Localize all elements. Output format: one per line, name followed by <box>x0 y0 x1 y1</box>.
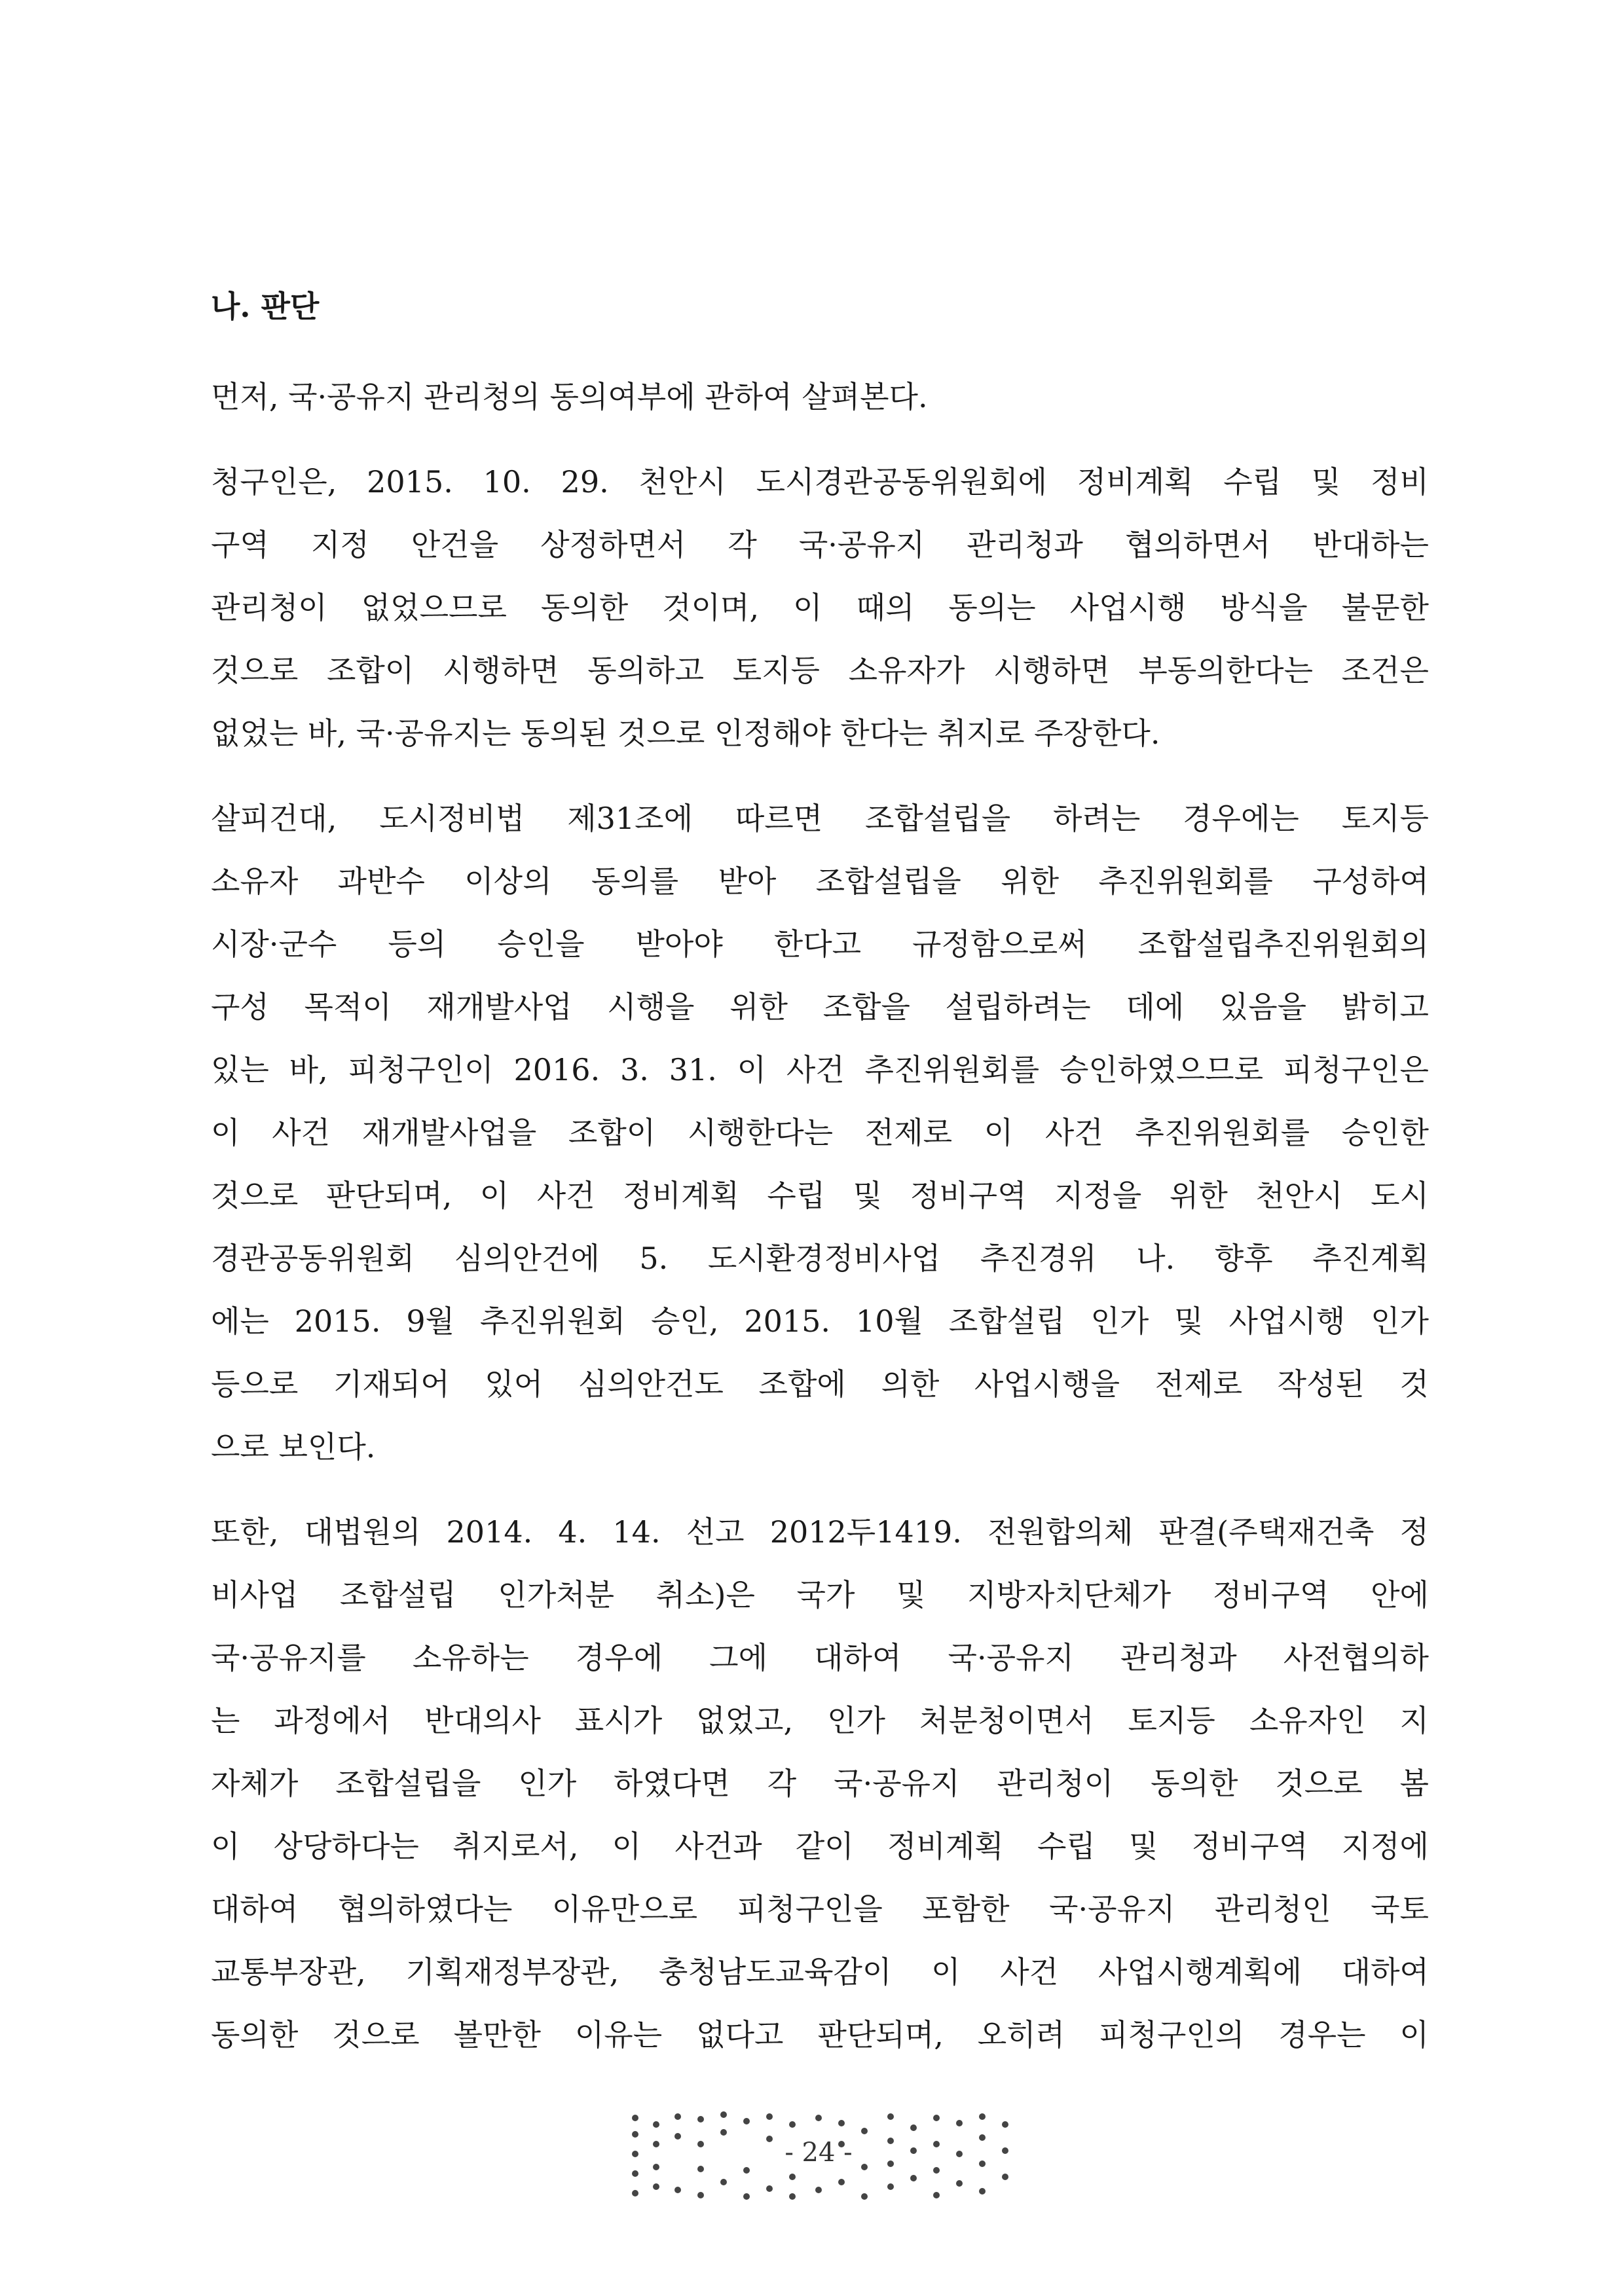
document-body <box>211 275 1429 2088</box>
text-line: 시장·군수 등의 승인을 받아야 한다고 규정함으로써 조합설립추진위원회의 <box>211 926 1429 962</box>
text-line: 이 사건 재개발사업을 조합이 시행한다는 전제로 이 사건 추진위원회를 승인한 <box>211 1115 1429 1150</box>
text-line: 또한, 대법원의 2014. 4. 14. 선고 2012두1419. 전원합의체 판결(주택재건축 정 <box>211 1514 1429 1550</box>
page-number: - 24 - <box>784 2138 853 2168</box>
text-line: 이 상당하다는 취지로서, 이 사건과 같이 정비계획 수립 및 정비구역 지정에 <box>211 1829 1429 1864</box>
text-line: 없었는 바, 국·공유지는 동의된 것으로 인정해야 한다는 취지로 주장한다. <box>211 716 1160 751</box>
paragraph-claimant-argument <box>211 450 1429 765</box>
text-line: 구역 지정 안건을 상정하면서 각 국·공유지 관리청과 협의하면서 반대하는 <box>211 527 1429 562</box>
text-line: 대하여 협의하였다는 이유만으로 피청구인을 포함한 국·공유지 관리청인 국토 <box>211 1891 1429 1927</box>
text-line: 구성 목적이 재개발사업 시행을 위한 조합을 설립하려는 데에 있음을 밝히고 <box>211 989 1429 1025</box>
text-line: 소유자 과반수 이상의 동의를 받아 조합설립을 위한 추진위원회를 구성하여 <box>211 864 1429 899</box>
text-line: 에는 2015. 9월 추진위원회 승인, 2015. 10월 조합설립 인가 및 사업시행 인가 <box>211 1303 1429 1339</box>
text-line: 먼저, 국·공유지 관리청의 동의여부에 관하여 살펴본다. <box>211 379 928 414</box>
text-line: 자체가 조합설립을 인가 하였다면 각 국·공유지 관리청이 동의한 것으로 봄 <box>211 1766 1429 1801</box>
text-line: 등으로 기재되어 있어 심의안건도 조합에 의한 사업시행을 전제로 작성된 것 <box>211 1366 1429 1402</box>
text-line: 것으로 판단되며, 이 사건 정비계획 수립 및 정비구역 지정을 위한 천안시 도시 <box>211 1178 1429 1213</box>
text-line: 비사업 조합설립 인가처분 취소)은 국가 및 지방자치단체가 정비구역 안에 <box>211 1577 1429 1613</box>
text-line: 으로 보인다. <box>211 1429 376 1465</box>
paragraph-intro <box>211 365 1429 428</box>
text-line: 것으로 조합이 시행하면 동의하고 토지등 소유자가 시행하면 부동의한다는 조건은 <box>211 653 1429 688</box>
paragraph-review <box>211 787 1429 1478</box>
text-line: 살피건대, 도시정비법 제31조에 따르면 조합설립을 하려는 경우에는 토지등 <box>211 801 1429 836</box>
text-line: 교통부장관, 기획재정부장관, 충청남도교육감이 이 사건 사업시행계획에 대하여 <box>211 1954 1429 1990</box>
text-line: 경관공동위원회 심의안건에 5. 도시환경정비사업 추진경위 나. 향후 추진계획 <box>211 1241 1429 1276</box>
text-line: 국·공유지를 소유하는 경우에 그에 대하여 국·공유지 관리청과 사전협의하 <box>211 1640 1429 1675</box>
text-line: 있는 바, 피청구인이 2016. 3. 31. 이 사건 추진위원회를 승인하였으므로 피청구인은 <box>211 1052 1429 1087</box>
page-footer <box>616 2105 1022 2203</box>
paragraph-supreme-court <box>211 1501 1429 2066</box>
section-heading: 나. 판단 <box>211 289 320 324</box>
text-line: 청구인은, 2015. 10. 29. 천안시 도시경관공동위원회에 정비계획 수립 및 정비 <box>211 464 1429 500</box>
text-line: 는 과정에서 반대의사 표시가 없었고, 인가 처분청이면서 토지등 소유자인 지 <box>211 1703 1429 1738</box>
text-line: 동의한 것으로 볼만한 이유는 없다고 판단되며, 오히려 피청구인의 경우는 이 <box>211 2017 1429 2052</box>
text-line: 관리청이 없었으므로 동의한 것이며, 이 때의 동의는 사업시행 방식을 불문한 <box>211 590 1429 625</box>
